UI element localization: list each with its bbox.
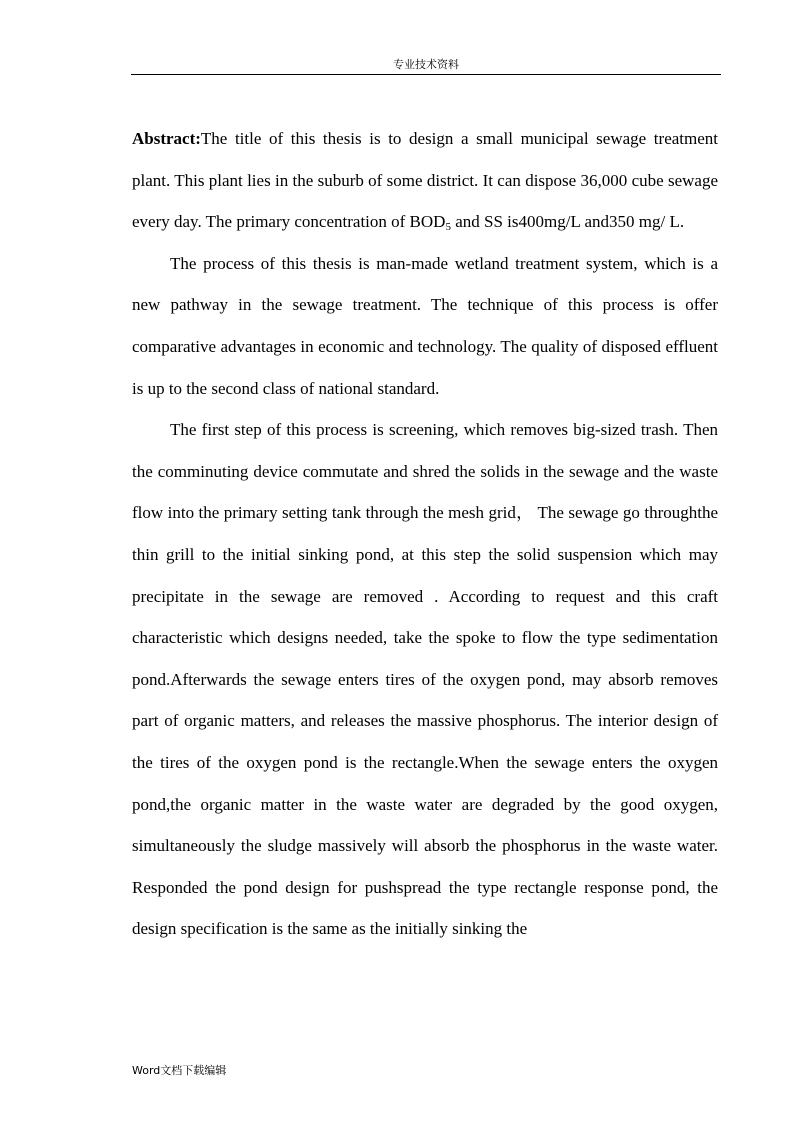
header-divider <box>131 74 721 75</box>
abstract-text: The title of this thesis is to design a small municipal sewage treatment plant. This plant lies in the suburb of some district. It can dispose 36,000 cube sewage every day. The primary concentration of BOD <box>132 129 718 232</box>
process-paragraph: The process of this thesis is man-made wetland treatment system, which is a new pathway in the sewage treatment. The technique of this process is offer comparative advantages in economic and technology. The quality of disposed effluent is up to the second class of national standard. <box>132 253 718 398</box>
abstract-label: Abstract: <box>132 129 201 148</box>
page-header: 专业技术资料 <box>393 58 459 71</box>
document-body <box>132 118 718 950</box>
abstract-text-end: and SS is400mg/L and350 mg/ L. <box>450 212 685 232</box>
page-footer: Word文档下载编辑 <box>132 1064 227 1077</box>
bod-subscript: 5 <box>445 221 451 234</box>
steps-paragraph: The first step of this process is screening, which removes big-sized trash. Then the comminuting device commutate and shred the solids in the sewage and the waste flow into the primary setting tank through the mesh grid， The sewage go throughthe thin grill to the initial sinking pond, at this step the solid suspension which may precipitate in the sewage are removed . According to request and this craft characteristic which designs needed, take the spoke to flow the type sedimentation pond.Afterwards the sewage enters tires of the oxygen pond, may absorb removes part of organic matters, and releases the massive phosphorus. The interior design of the tires of the oxygen pond is the rectangle.When the sewage enters the oxygen pond,the organic matter in the waste water are degraded by the good oxygen, simultaneously the sludge massively will absorb the phosphorus in the waste water. Responded the pond design for pushspread the type rectangle response pond, the design specification is the same as the initially sinking the <box>132 420 718 939</box>
abstract-paragraph <box>132 118 718 243</box>
